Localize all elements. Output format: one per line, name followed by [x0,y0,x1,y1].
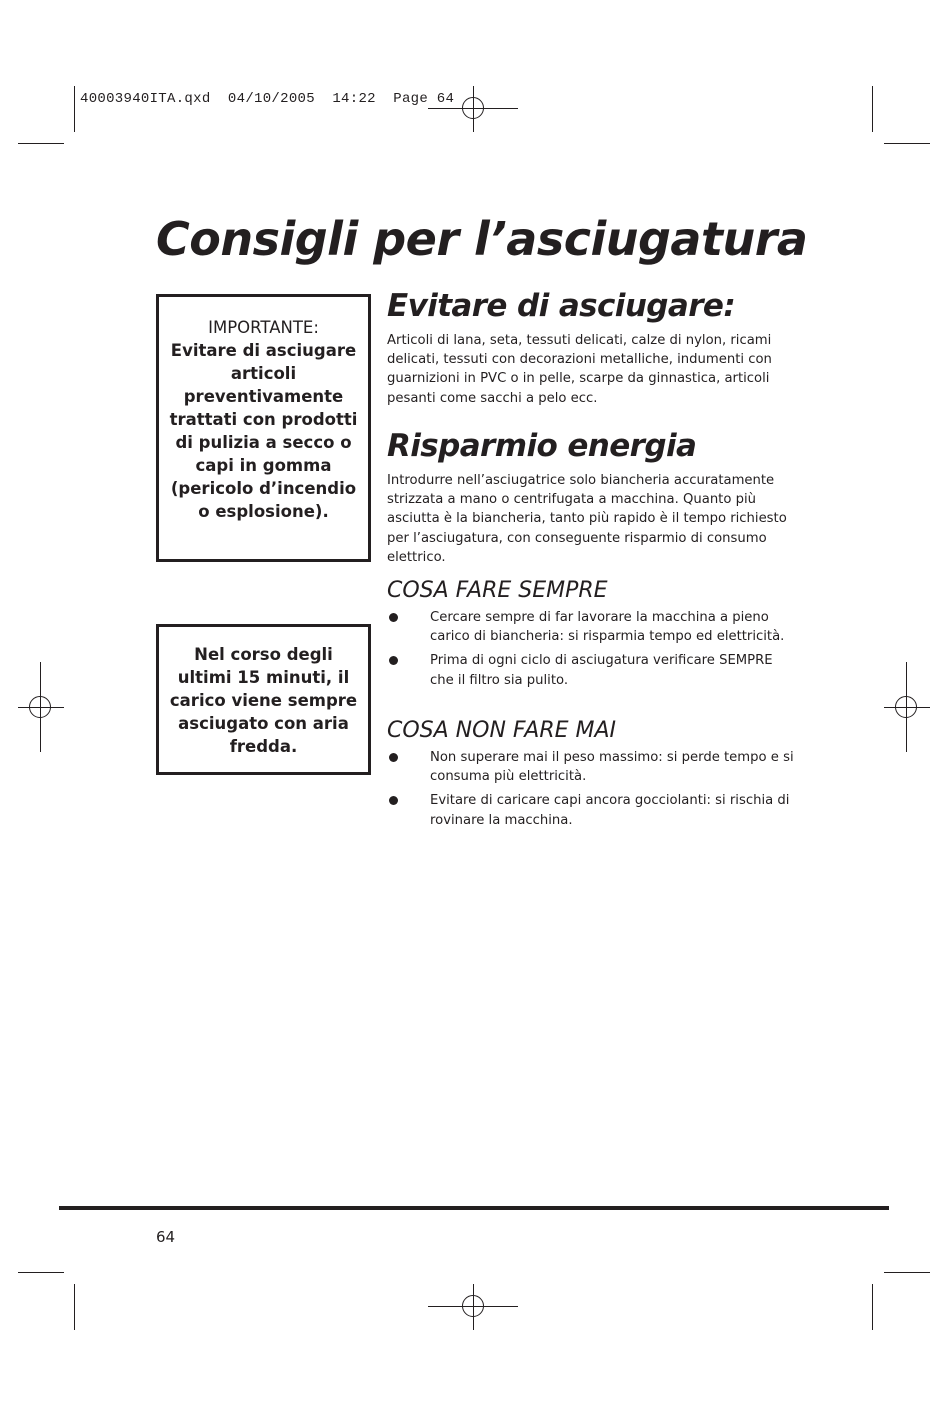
bullet-icon [389,613,398,622]
avoid-section [387,288,797,408]
cool-down-note-box [156,624,371,775]
avoid-heading: Evitare di asciugare: [387,288,736,324]
list-item [387,651,797,689]
list-item-text: Prima di ogni ciclo di asciugatura verificare SEMPRE che il filtro sia pulito. [430,653,773,688]
always-heading: COSA FARE SEMPRE [387,578,608,603]
list-item [387,608,797,646]
footer-rule [59,1206,889,1210]
list-item-text: Evitare di caricare capi ancora gocciolanti: si rischia di rovinare la macchina. [430,793,790,828]
never-heading: COSA NON FARE MAI [387,718,617,743]
page-title: Consigli per l’asciugatura [156,212,808,266]
list-item-text: Non superare mai il peso massimo: si perde tempo e si consuma più elettricità. [430,750,794,785]
cool-down-note-text: Nel corso degli ultimi 15 minuti, il carico viene sempre asciugato con aria fredda. [169,645,358,756]
bullet-icon [389,753,398,762]
never-list [387,748,797,830]
bullet-icon [389,796,398,805]
energy-section [387,428,797,567]
print-slug: 40003940ITA.qxd 04/10/2005 14:22 Page 64 [80,91,455,107]
list-item-text: Cercare sempre di far lavorare la macchina a pieno carico di biancheria: si risparmia tempo ed elettricità. [430,610,785,645]
important-warning-box [156,294,371,562]
avoid-body: Articoli di lana, seta, tessuti delicati, calze di nylon, ricami delicati, tessuti con decorazioni metalliche, indumenti con guarnizioni in PVC o in pelle, scarpe da ginnastica, articoli pesanti come sacchi a pelo ecc. [387,333,772,406]
page-number: 64 [156,1228,176,1246]
important-text: Evitare di asciugare articoli preventivamente trattati con prodotti di pulizia a secco o capi in gomma (pericolo d’incendio o esplosione). [169,341,358,521]
always-list [387,608,797,690]
always-section [387,578,797,695]
list-item [387,748,797,786]
never-section [387,718,797,835]
energy-body: Introdurre nell’asciugatrice solo biancheria accuratamente strizzata a mano o centrifugata a macchina. Quanto più asciutta è la biancheria, tanto più rapido è il tempo richiesto per l’asciugatura, con conseguente risparmio di consumo elettrico. [387,473,787,565]
list-item [387,791,797,829]
important-label: IMPORTANTE: [208,318,319,337]
energy-heading: Risparmio energia [387,428,697,464]
bullet-icon [389,656,398,665]
